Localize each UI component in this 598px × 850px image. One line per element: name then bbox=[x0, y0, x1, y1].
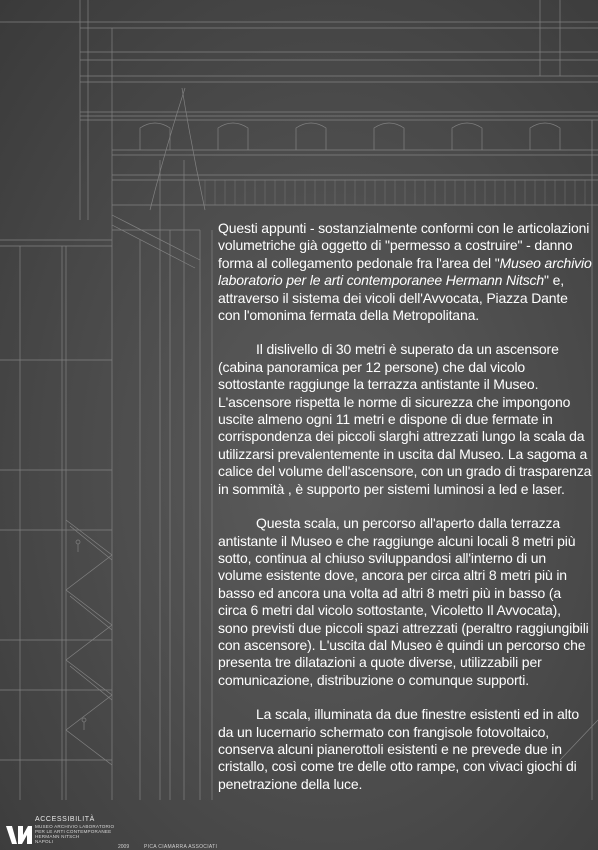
paragraph-4 bbox=[218, 706, 592, 793]
year-label: 2009 bbox=[118, 844, 130, 850]
project-caption bbox=[35, 824, 114, 844]
caption-line: HERMANN NITSCH bbox=[35, 834, 80, 839]
description-text-block bbox=[218, 220, 592, 810]
paragraph-1 bbox=[218, 220, 592, 324]
caption-line: NAPOLI bbox=[35, 839, 54, 844]
caption-line: MUSEO ARCHIVIO LABORATORIO bbox=[35, 824, 115, 829]
caption-line: PER LE ARTI CONTEMPORANEE bbox=[35, 829, 112, 834]
paragraph-2 bbox=[218, 341, 592, 498]
footer bbox=[0, 800, 598, 850]
paragraph-3-text: Questa scala, un percorso all'aperto dalla terrazza antistante il Museo e che raggiunge alcuni locali 8 metri più sotto, continua al chiuso sviluppandosi all'interno di un volume esistente dove, ancora per circa altri 8 metri più in basso ed ancora una volta ad altri 8 metri più in basso (a circa 6 metri dal vicolo sottostante, Vicoletto Il Avvocata), sono previsti due piccoli spazi attrezzati (peraltro raggiungibili con ascensore). L'uscita dal Museo è quindi un percorso che presenta tre dilatazioni a quote diverse, utilizzabili per comunicazione, distribuzione o comunque supporti. bbox=[218, 515, 589, 688]
paragraph-1-start: Questi appunti - sostanzialmente conformi con le articolazioni volumetriche già oggetto di "permesso a costruire" - danno forma al collegamento pedonale fra l'area del " bbox=[218, 220, 590, 271]
pca-logo-icon bbox=[6, 824, 32, 846]
museum-name-italic: Museo archivio laboratorio per le arti contemporanee Hermann Nitsch bbox=[218, 254, 592, 289]
accessibility-title: ACCESSIBILITÀ bbox=[35, 816, 95, 823]
paragraph-2-text: Il dislivello di 30 metri è superato da un ascensore (cabina panoramica per 12 persone) che dal vicolo sottostante raggiunge la terrazza antistante il Museo. L'ascensore rispetta le norme di sicurezza che impongono uscite almeno ogni 11 metri e dispone di due fermate in corrispondenza dei piccoli slarghi attrezzati lungo la scala da utilizzarsi prevalentemente in uscita dal Museo. La sagoma a calice del volume dell'ascensore, con un grado di trasparenza in sommità , è supporto per sistemi luminosi a led e laser. bbox=[218, 341, 592, 497]
credit-label: PICA CIAMARRA ASSOCIATI bbox=[144, 844, 218, 850]
paragraph-4-text: La scala, illuminata da due finestre esistenti ed in alto da un lucernario schermato con frangisole fotovoltaico, conserva alcuni pianerottoli esistenti e ne prevede due in cristallo, così come tre delle otto rampe, con vivaci giochi di penetrazione della luce. bbox=[218, 706, 579, 792]
paragraph-1-end: " e, attraverso il sistema dei vicoli dell'Avvocata, Piazza Dante con l'omonima fermata della Metropolitana. bbox=[218, 272, 568, 324]
paragraph-3 bbox=[218, 515, 592, 689]
